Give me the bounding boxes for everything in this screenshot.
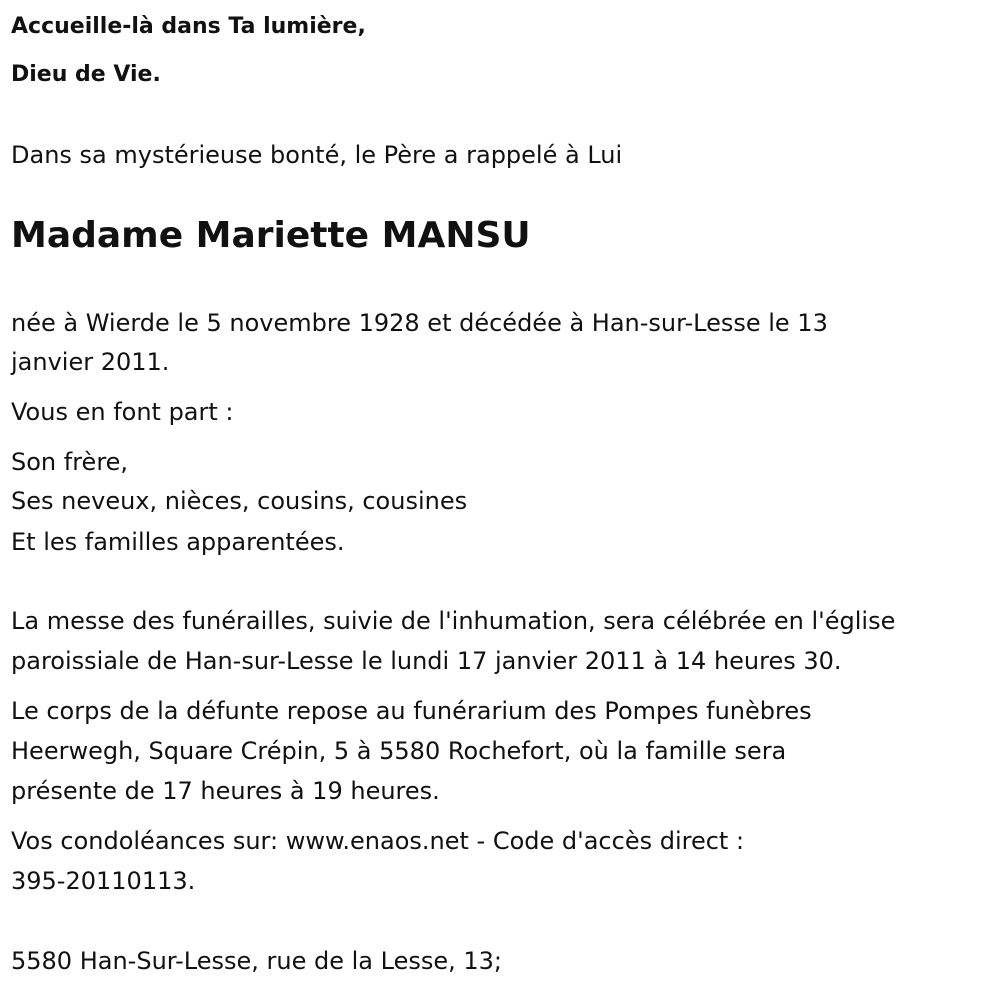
address-text: 5580 Han-Sur-Lesse, rue de la Lesse, 13; [11,947,502,975]
condolences-line-2: 395-20110113. [11,867,196,895]
funeral-line-2: paroissiale de Han-sur-Lesse le lundi 17 janvier 2011 à 14 heures 30. [11,647,842,675]
intro-text: Dans sa mystérieuse bonté, le Père a rappelé à Lui [11,141,623,169]
family-line-1: Son frère, [11,448,129,476]
funeral-line-1: La messe des funérailles, suivie de l'inhumation, sera célébrée en l'église [11,607,896,635]
repose-line-3: présente de 17 heures à 19 heures. [11,777,440,805]
epigraph-line-1: Accueille-là dans Ta lumière, [11,14,366,39]
family-line-2: Ses neveux, nièces, cousins, cousines [11,487,468,515]
family-line-3: Et les familles apparentées. [11,528,345,556]
birth-death-line-1: née à Wierde le 5 novembre 1928 et décédée à Han-sur-Lesse le 13 [11,309,828,337]
deceased-name: Madame Mariette MANSU [11,215,531,256]
birth-death-line-2: janvier 2011. [11,348,170,376]
repose-line-1: Le corps de la défunte repose au funérarium des Pompes funèbres [11,697,812,725]
condolences-line-1: Vos condoléances sur: www.enaos.net - Code d'accès direct : [11,827,745,855]
repose-line-2: Heerwegh, Square Crépin, 5 à 5580 Rochefort, où la famille sera [11,737,787,765]
epigraph-line-2: Dieu de Vie. [11,62,161,87]
announcement-text: Vous en font part : [11,398,234,426]
